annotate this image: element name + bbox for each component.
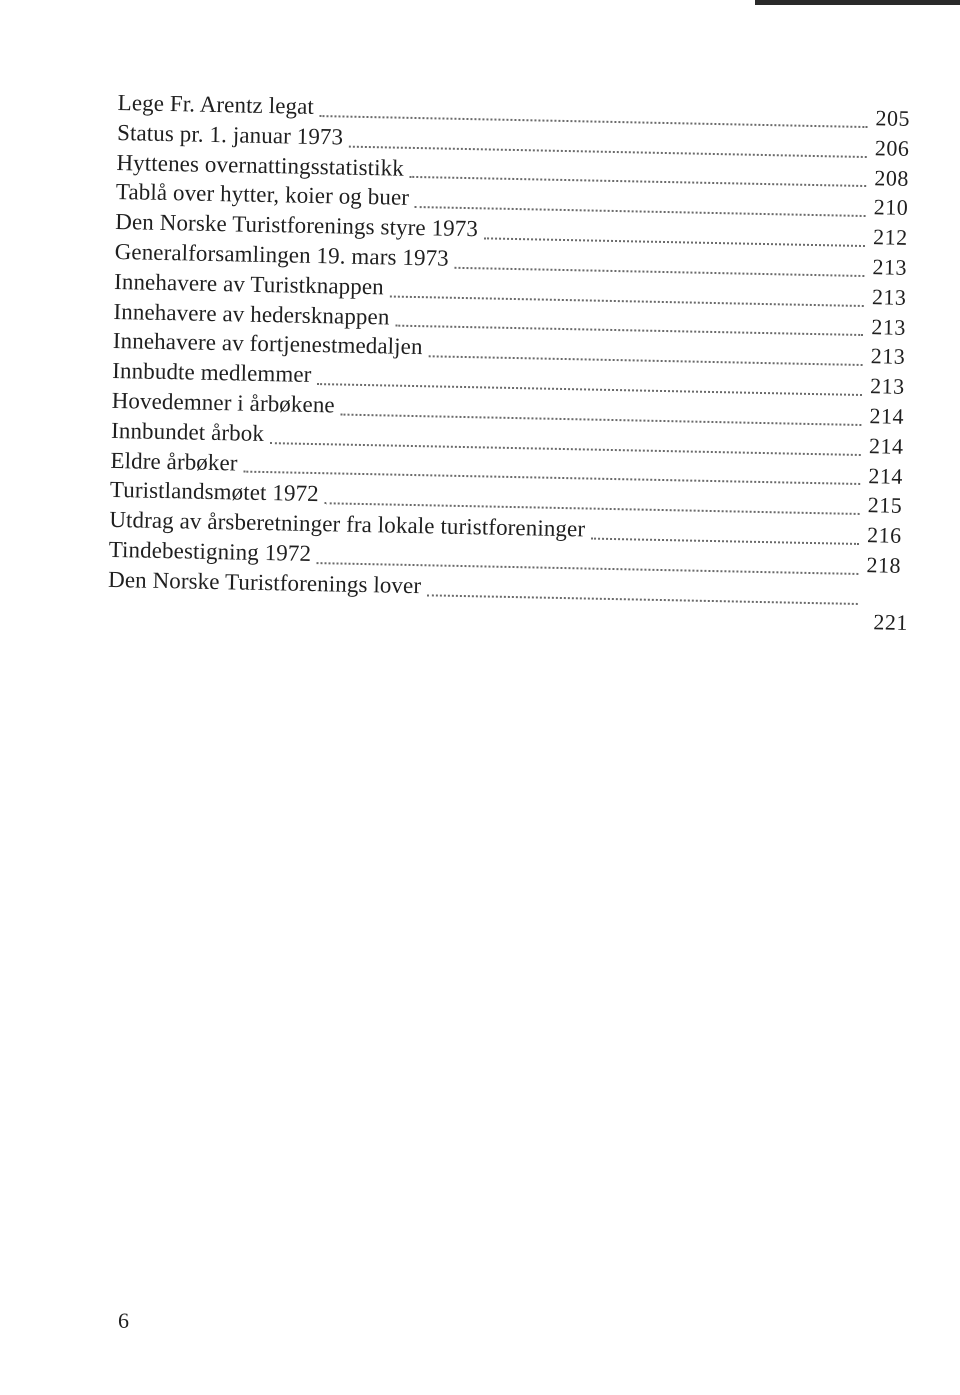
toc-entry-title: Innehavere av Turistknappen [113,268,385,300]
toc-entry-page: 214 [869,403,905,429]
toc-entry-title: Tindebestigning 1972 [108,536,312,566]
toc-entry-page: 212 [872,224,908,251]
toc-entry-page: 216 [866,522,902,548]
toc-entry-title: Status pr. 1. januar 1973 [116,119,344,150]
toc-entry-page: 210 [873,194,909,221]
toc-entry-title: Eldre årbøker [110,447,238,476]
toc-entry-title: Hovedemner i årbøkene [111,387,335,418]
dot-leader [591,538,859,545]
table-of-contents [107,88,937,635]
toc-entry-page [866,602,928,603]
toc-entry-page: 213 [870,343,906,370]
toc-entry-title: Tablå over hytter, koier og buer [115,179,410,211]
toc-entry-page: 213 [869,373,905,400]
scan-edge-mark [755,0,960,5]
toc-entry-title: Turistlandsmøtet 1972 [109,477,320,507]
toc-entry-page: 213 [871,313,907,340]
toc-entry-title: Den Norske Turistforenings lover [107,566,422,598]
toc-entry-title: Innbundet årbok [110,417,265,446]
toc-entry-title: Hyttenes overnattingsstatistikk [116,149,405,181]
toc-entry-page: 218 [866,552,902,578]
toc-entry-title: Utdrag av årsberetninger fra lokale turistforeninger [109,507,586,542]
toc-last-page-number: 221 [873,608,909,635]
toc-entry-page: 213 [872,254,908,280]
toc-entry-page: 208 [874,164,910,191]
toc-entry-title: Innehavere av fortjenestmedaljen [112,328,423,360]
toc-entry-title: Den Norske Turistforenings styre 1973 [115,209,479,242]
toc-entry-page: 206 [874,135,910,161]
toc-entry-title: Innehavere av hedersknappen [113,298,390,330]
toc-entry-title: Generalforsamlingen 19. mars 1973 [114,238,450,271]
toc-entry-title: Lege Fr. Arentz legat [117,89,315,119]
page-number: 6 [118,1308,129,1333]
toc-entry-page: 214 [868,462,904,489]
toc-entry-page: 213 [871,283,907,310]
toc-entry-page: 205 [875,105,911,131]
toc-entry-page: 215 [867,492,903,519]
toc-entry-title: Innbudte medlemmer [112,358,312,388]
toc-entry-page: 214 [868,432,904,459]
